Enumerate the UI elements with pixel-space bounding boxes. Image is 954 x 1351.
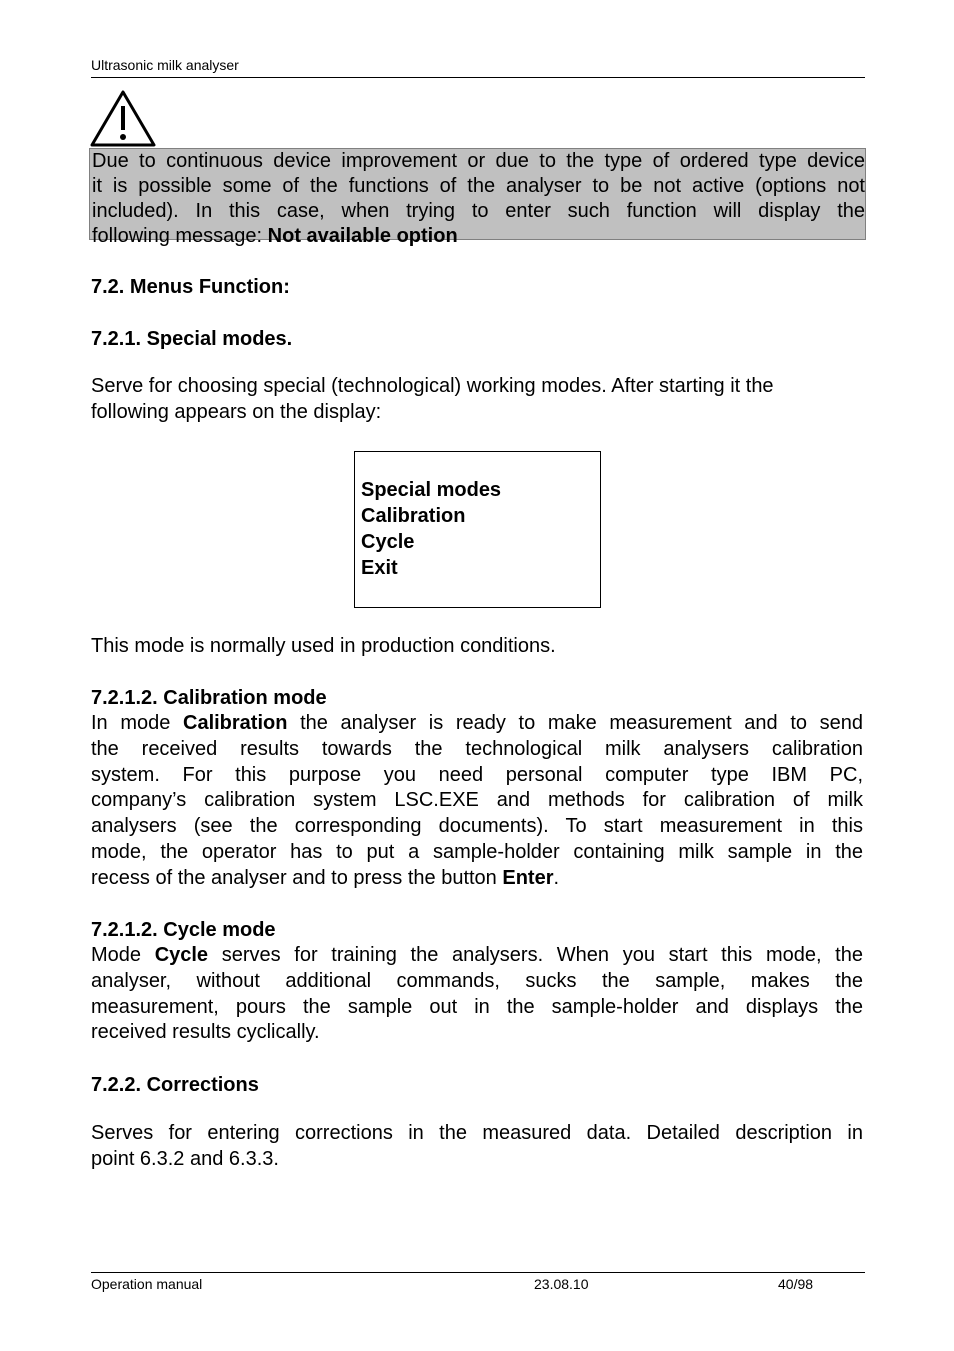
- cycle-mode-text: Mode Cycle serves for training the analysers. When you start this mode, the analyser, without additional commands, sucks the sample, makes the measurement, pours the sample out in the sample-holder and displays the received results cyclically.: [91, 944, 863, 1044]
- footer-page-number: 40/98: [778, 1276, 814, 1292]
- production-note: This mode is normally used in production conditions.: [91, 635, 556, 657]
- not-available-message: Not available option: [267, 225, 458, 247]
- display-line-cycle: Cycle: [361, 531, 415, 553]
- warning-triangle-icon: [89, 89, 157, 149]
- warning-line: it is possible some of the functions of the analyser to be not active (options not: [92, 175, 865, 197]
- display-line-exit: Exit: [361, 557, 398, 579]
- footer-date: 23.08.10: [534, 1276, 589, 1292]
- calibration-mode-heading: 7.2.1.2. Calibration mode: [91, 687, 327, 709]
- header-title: Ultrasonic milk analyser: [91, 57, 239, 73]
- special-modes-heading: 7.2.1. Special modes.: [91, 328, 293, 350]
- display-line-calibration: Calibration: [361, 505, 466, 527]
- corrections-heading: 7.2.2. Corrections: [91, 1074, 259, 1096]
- page-header: [91, 57, 865, 78]
- warning-line: Due to continuous device improvement or due to the type of ordered type device: [92, 150, 865, 172]
- calibration-mode-text: In mode Calibration the analyser is ready to make measurement and to send the received results towards the technological milk analysers calibration system. For this purpose you need personal computer type IBM PC, company’s calibration system LSC.EXE and methods for calibration of milk analysers (see the corresponding documents). To start measurement in this mode, the operator has to put a sample-holder containing milk sample in the recess of the analyser and to press the button Enter.: [91, 712, 864, 889]
- display-line-special-modes: Special modes: [361, 479, 502, 501]
- warning-line: following message: Not available option: [92, 225, 458, 247]
- special-modes-intro: Serve for choosing special (technological) working modes. After starting it the following appears on the display:: [91, 375, 774, 423]
- page-footer: [91, 1272, 865, 1292]
- warning-line: included). In this case, when trying to enter such function will display the: [92, 200, 865, 222]
- display-screen: [354, 451, 601, 608]
- menus-function-heading: 7.2. Menus Function:: [91, 276, 290, 298]
- warning-note: [89, 148, 866, 247]
- footer-manual-title: Operation manual: [91, 1276, 203, 1292]
- cycle-mode-heading: 7.2.1.2. Cycle mode: [91, 919, 276, 941]
- corrections-text: Serves for entering corrections in the measured data. Detailed description in point 6.3.2 and 6.3.3.: [91, 1122, 863, 1170]
